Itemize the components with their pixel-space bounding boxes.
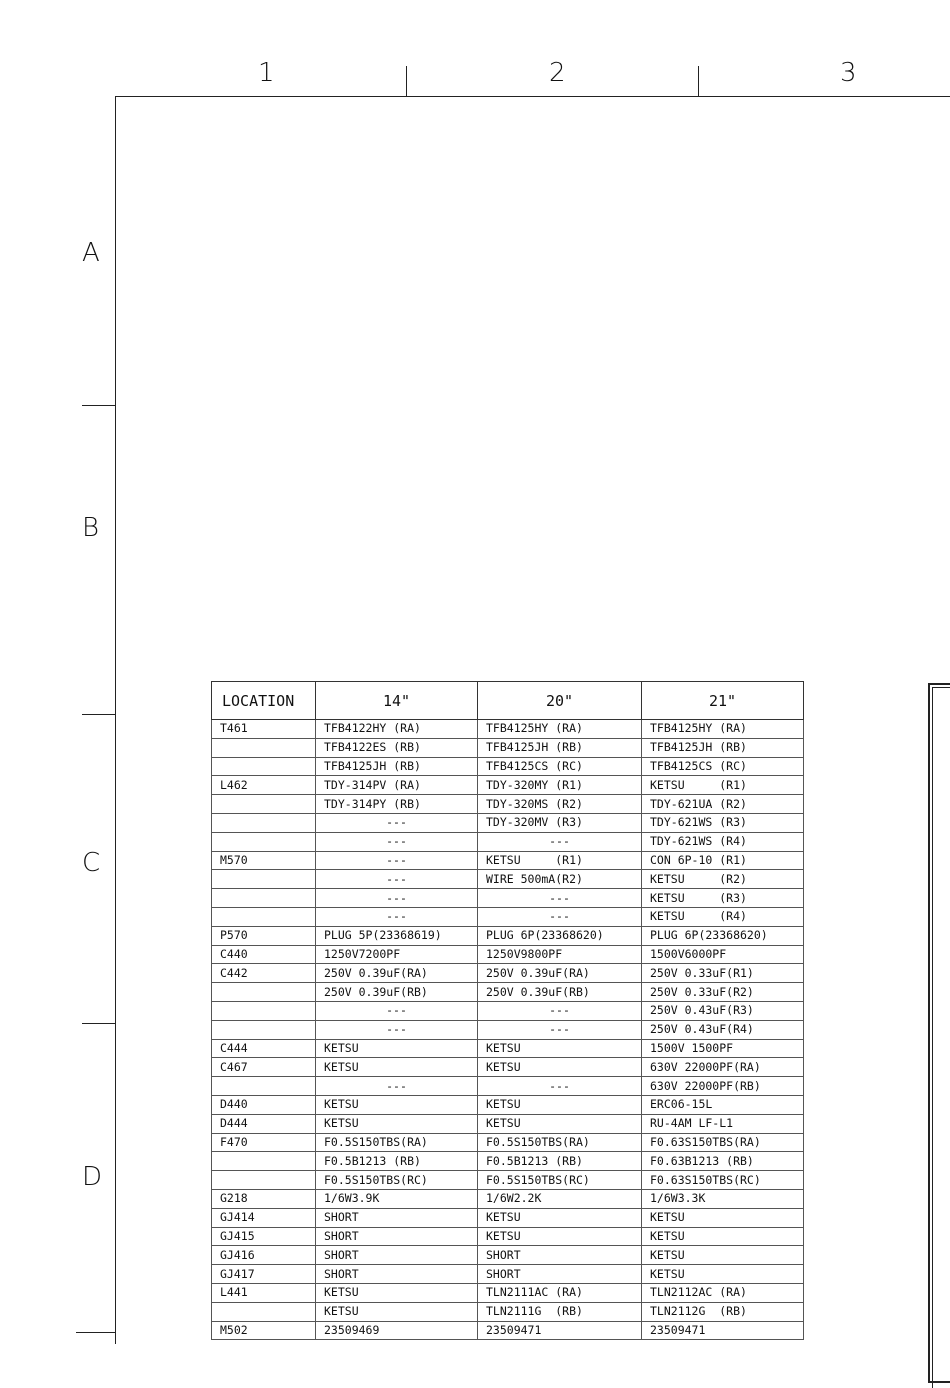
part-cell: TLN2112AC (RA) (642, 1283, 804, 1302)
location-cell (212, 870, 316, 889)
part-cell: TDY-320MV (R3) (478, 813, 642, 832)
table-row (212, 1095, 804, 1114)
part-cell: KETSU (478, 1114, 642, 1133)
table-row (212, 813, 804, 832)
part-cell: 250V 0.33uF(R1) (642, 964, 804, 983)
part-cell: TDY-621WS (R4) (642, 832, 804, 851)
drawing-frame-left (115, 96, 116, 1344)
part-cell: KETSU (R1) (642, 776, 804, 795)
part-cell: KETSU (R3) (642, 889, 804, 908)
location-cell: L462 (212, 776, 316, 795)
part-cell: --- (316, 889, 478, 908)
location-cell (212, 832, 316, 851)
location-cell: L441 (212, 1283, 316, 1302)
part-cell: 250V 0.43uF(R3) (642, 1001, 804, 1020)
part-cell: SHORT (316, 1208, 478, 1227)
table-row (212, 1133, 804, 1152)
part-cell: PLUG 6P(23368620) (478, 926, 642, 945)
part-cell: 1500V6000PF (642, 945, 804, 964)
part-cell: 23509469 (316, 1321, 478, 1340)
grid-column-label-1: 1 (258, 58, 275, 88)
part-cell: SHORT (478, 1246, 642, 1265)
part-cell: --- (478, 907, 642, 926)
table-row (212, 1189, 804, 1208)
location-cell: D440 (212, 1095, 316, 1114)
location-cell (212, 983, 316, 1002)
part-cell: F0.63S150TBS(RC) (642, 1171, 804, 1190)
grid-row-label-b: B (82, 513, 100, 543)
table-row (212, 1265, 804, 1284)
part-cell: TLN2111G (RB) (478, 1302, 642, 1321)
part-cell: 250V 0.39uF(RB) (478, 983, 642, 1002)
row-divider-tick (82, 714, 115, 715)
part-cell: TFB4125JH (RB) (478, 738, 642, 757)
part-cell: --- (478, 889, 642, 908)
part-cell: TFB4125JH (RB) (316, 757, 478, 776)
part-cell: --- (316, 851, 478, 870)
part-cell: --- (478, 832, 642, 851)
table-row (212, 889, 804, 908)
part-cell: KETSU (642, 1265, 804, 1284)
part-cell: TFB4125HY (RA) (478, 720, 642, 739)
location-cell (212, 813, 316, 832)
table-row (212, 1001, 804, 1020)
table-row (212, 926, 804, 945)
location-cell (212, 1020, 316, 1039)
part-cell: 250V 0.43uF(R4) (642, 1020, 804, 1039)
table-row (212, 907, 804, 926)
part-cell: F0.5B1213 (RB) (478, 1152, 642, 1171)
table-row (212, 1020, 804, 1039)
part-cell: F0.63B1213 (RB) (642, 1152, 804, 1171)
header-20-inch: 20" (478, 682, 642, 720)
part-cell: KETSU (478, 1039, 642, 1058)
location-cell: C467 (212, 1058, 316, 1077)
parts-variation-table (211, 681, 804, 1340)
part-cell: KETSU (R4) (642, 907, 804, 926)
part-cell: 1250V9800PF (478, 945, 642, 964)
table-row (212, 964, 804, 983)
location-cell: C442 (212, 964, 316, 983)
location-cell (212, 1001, 316, 1020)
part-cell: KETSU (R2) (642, 870, 804, 889)
location-cell: M570 (212, 851, 316, 870)
part-cell: TFB4125HY (RA) (642, 720, 804, 739)
part-cell: KETSU (316, 1114, 478, 1133)
table-row (212, 1077, 804, 1096)
table-row (212, 1208, 804, 1227)
header-21-inch: 21" (642, 682, 804, 720)
table-row (212, 1283, 804, 1302)
part-cell: F0.63S150TBS(RA) (642, 1133, 804, 1152)
part-cell: PLUG 6P(23368620) (642, 926, 804, 945)
part-cell: CON 6P-10 (R1) (642, 851, 804, 870)
table-row (212, 1302, 804, 1321)
location-cell: M502 (212, 1321, 316, 1340)
part-cell: 250V 0.39uF(RB) (316, 983, 478, 1002)
location-cell: GJ414 (212, 1208, 316, 1227)
table-row (212, 1152, 804, 1171)
location-cell: C440 (212, 945, 316, 964)
part-cell: TFB4125CS (RC) (642, 757, 804, 776)
part-cell: F0.5S150TBS(RC) (478, 1171, 642, 1190)
part-cell: --- (316, 1001, 478, 1020)
table-row (212, 757, 804, 776)
location-cell (212, 1302, 316, 1321)
part-cell: TDY-621WS (R3) (642, 813, 804, 832)
table-row (212, 870, 804, 889)
header-location: LOCATION (212, 682, 316, 720)
part-cell: --- (316, 1020, 478, 1039)
part-cell: KETSU (316, 1039, 478, 1058)
grid-row-label-c: C (82, 848, 101, 878)
part-cell: KETSU (316, 1095, 478, 1114)
grid-row-label-a: A (82, 238, 100, 268)
part-cell: ERC06-15L (642, 1095, 804, 1114)
table-row (212, 738, 804, 757)
part-cell: KETSU (478, 1058, 642, 1077)
table-row (212, 1171, 804, 1190)
header-14-inch: 14" (316, 682, 478, 720)
part-cell: TLN2112G (RB) (642, 1302, 804, 1321)
part-cell: TDY-314PY (RB) (316, 795, 478, 814)
table-row (212, 983, 804, 1002)
part-cell: 1/6W3.9K (316, 1189, 478, 1208)
part-cell: TFB4125JH (RB) (642, 738, 804, 757)
table-row (212, 720, 804, 739)
table-row (212, 832, 804, 851)
part-cell: 1250V7200PF (316, 945, 478, 964)
grid-column-label-2: 2 (549, 58, 566, 88)
location-cell: D444 (212, 1114, 316, 1133)
part-cell: TDY-320MY (R1) (478, 776, 642, 795)
part-cell: SHORT (478, 1265, 642, 1284)
part-cell: F0.5B1213 (RB) (316, 1152, 478, 1171)
part-cell: SHORT (316, 1246, 478, 1265)
part-cell: --- (478, 1077, 642, 1096)
location-cell: GJ415 (212, 1227, 316, 1246)
location-cell: F470 (212, 1133, 316, 1152)
part-cell: SHORT (316, 1265, 478, 1284)
grid-column-label-3: 3 (840, 58, 857, 88)
part-cell: --- (478, 1001, 642, 1020)
location-cell: GJ417 (212, 1265, 316, 1284)
part-cell: SHORT (316, 1227, 478, 1246)
location-cell (212, 757, 316, 776)
drawing-frame-top (115, 96, 950, 97)
row-divider-tick (82, 1023, 115, 1024)
location-cell (212, 738, 316, 757)
table-row (212, 1114, 804, 1133)
part-cell: KETSU (478, 1095, 642, 1114)
part-cell: 1/6W2.2K (478, 1189, 642, 1208)
part-cell: 23509471 (642, 1321, 804, 1340)
part-cell: --- (316, 1077, 478, 1096)
column-divider-tick (406, 66, 407, 96)
location-cell (212, 795, 316, 814)
table-row (212, 1039, 804, 1058)
location-cell (212, 889, 316, 908)
part-cell: TFB4122HY (RA) (316, 720, 478, 739)
location-cell (212, 1077, 316, 1096)
part-cell: TDY-621UA (R2) (642, 795, 804, 814)
part-cell: 250V 0.33uF(R2) (642, 983, 804, 1002)
part-cell: KETSU (642, 1227, 804, 1246)
part-cell: 630V 22000PF(RA) (642, 1058, 804, 1077)
table-row (212, 851, 804, 870)
part-cell: WIRE 500mA(R2) (478, 870, 642, 889)
location-cell: G218 (212, 1189, 316, 1208)
table-row (212, 1321, 804, 1340)
location-cell: C444 (212, 1039, 316, 1058)
table-body (212, 720, 804, 1340)
table-row (212, 795, 804, 814)
part-cell: TFB4125CS (RC) (478, 757, 642, 776)
part-cell: 1500V 1500PF (642, 1039, 804, 1058)
part-cell: KETSU (316, 1283, 478, 1302)
part-cell: 630V 22000PF(RB) (642, 1077, 804, 1096)
location-cell: T461 (212, 720, 316, 739)
part-cell: F0.5S150TBS(RC) (316, 1171, 478, 1190)
part-cell: KETSU (316, 1058, 478, 1077)
location-cell: P570 (212, 926, 316, 945)
part-cell: RU-4AM LF-L1 (642, 1114, 804, 1133)
part-cell: --- (316, 907, 478, 926)
part-cell: 23509471 (478, 1321, 642, 1340)
part-cell: --- (316, 813, 478, 832)
row-divider-tick (76, 1332, 115, 1333)
part-cell: --- (316, 870, 478, 889)
part-cell: KETSU (R1) (478, 851, 642, 870)
part-cell: F0.5S150TBS(RA) (478, 1133, 642, 1152)
part-cell: 1/6W3.3K (642, 1189, 804, 1208)
table-row (212, 945, 804, 964)
part-cell: KETSU (478, 1227, 642, 1246)
part-cell: KETSU (478, 1208, 642, 1227)
part-cell: 250V 0.39uF(RA) (316, 964, 478, 983)
location-cell (212, 1171, 316, 1190)
location-cell (212, 1152, 316, 1171)
column-divider-tick (698, 66, 699, 96)
table-row (212, 1227, 804, 1246)
table-header-row (212, 682, 804, 720)
row-divider-tick (82, 405, 115, 406)
location-cell: GJ416 (212, 1246, 316, 1265)
table-row (212, 776, 804, 795)
adjacent-drawing-box-inner (932, 687, 950, 1388)
grid-row-label-d: D (82, 1162, 103, 1192)
part-cell: KETSU (642, 1246, 804, 1265)
location-cell (212, 907, 316, 926)
part-cell: --- (316, 832, 478, 851)
part-cell: --- (478, 1020, 642, 1039)
part-cell: TFB4122ES (RB) (316, 738, 478, 757)
part-cell: KETSU (316, 1302, 478, 1321)
part-cell: 250V 0.39uF(RA) (478, 964, 642, 983)
part-cell: KETSU (642, 1208, 804, 1227)
part-cell: TDY-320MS (R2) (478, 795, 642, 814)
part-cell: PLUG 5P(23368619) (316, 926, 478, 945)
part-cell: TLN2111AC (RA) (478, 1283, 642, 1302)
table-row (212, 1246, 804, 1265)
part-cell: F0.5S150TBS(RA) (316, 1133, 478, 1152)
part-cell: TDY-314PV (RA) (316, 776, 478, 795)
table-row (212, 1058, 804, 1077)
